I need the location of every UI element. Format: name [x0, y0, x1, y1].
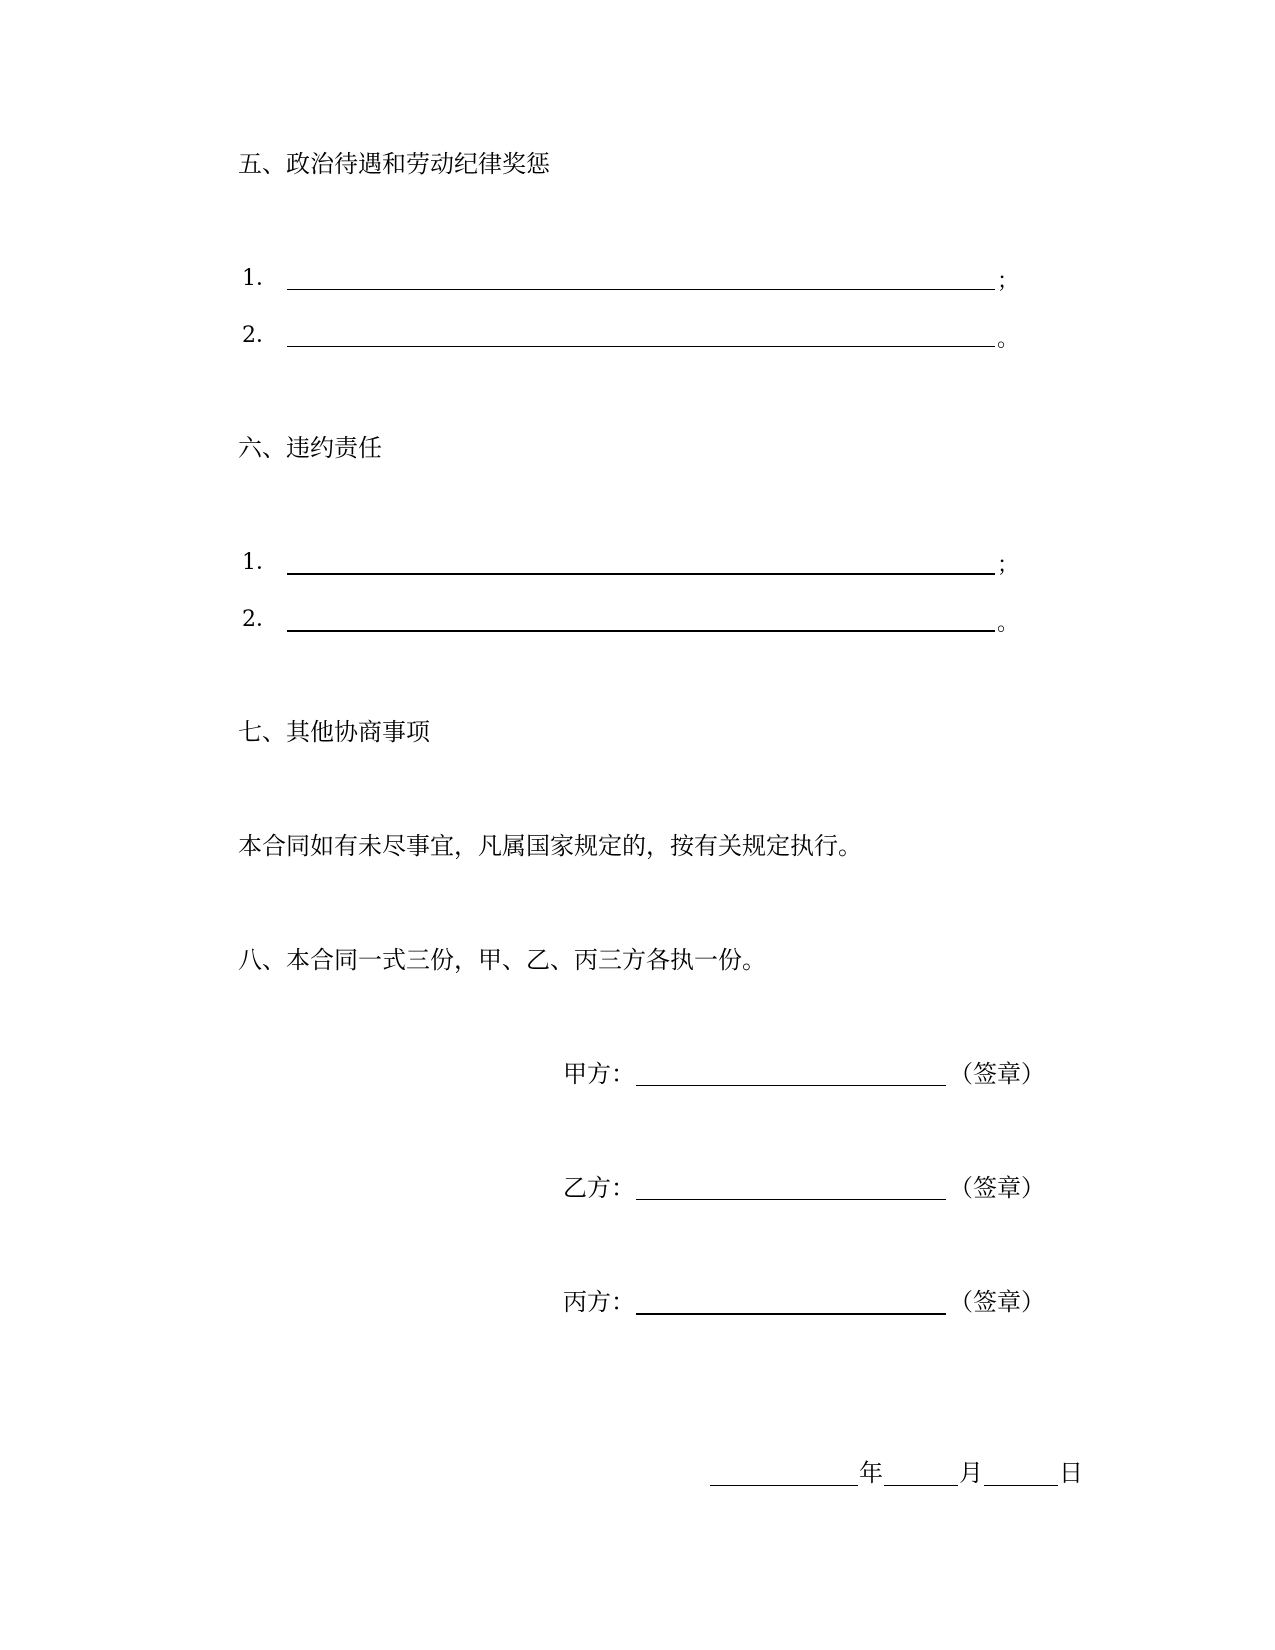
section-6-item-2-end: 。: [997, 611, 1020, 636]
section-7-body: 本合同如有未尽事宜，凡属国家规定的，按有关规定执行。: [238, 832, 862, 860]
section-6-item-2-blank[interactable]: [287, 630, 995, 632]
date-day-label: 日: [1059, 1459, 1083, 1487]
section-5-item-2-number: 2．: [242, 323, 278, 348]
section-8-heading: 八、本合同一式三份，甲、乙、丙三方各执一份。: [238, 946, 766, 974]
date-day-blank[interactable]: [984, 1485, 1058, 1486]
signature-party-b-label: 乙方：: [563, 1174, 635, 1202]
section-6-item-1-end: ；: [997, 553, 1020, 578]
section-6-item-2-number: 2．: [242, 607, 278, 632]
section-5-item-1-blank[interactable]: [287, 289, 995, 290]
section-7-heading: 七、其他协商事项: [238, 718, 430, 746]
signature-party-a-blank[interactable]: [636, 1085, 946, 1086]
signature-party-c-label: 丙方：: [563, 1288, 635, 1316]
section-5-item-2-blank[interactable]: [287, 346, 995, 347]
section-6-item-1-number: 1．: [242, 550, 278, 575]
section-5-item-1-number: 1．: [242, 266, 278, 291]
date-month-blank[interactable]: [884, 1485, 958, 1486]
section-5-item-2-end: 。: [997, 327, 1020, 352]
date-month-label: 月: [959, 1459, 983, 1487]
signature-party-c-blank[interactable]: [636, 1313, 946, 1315]
section-5-heading: 五、政治待遇和劳动纪律奖惩: [238, 150, 550, 178]
date-year-blank[interactable]: [710, 1485, 858, 1486]
signature-party-b-blank[interactable]: [636, 1199, 946, 1200]
section-6-item-1-blank[interactable]: [287, 573, 995, 575]
section-6-heading: 六、违约责任: [238, 434, 382, 462]
section-5-item-1-end: ；: [997, 269, 1020, 294]
signature-party-c-seal: （签章）: [949, 1288, 1045, 1316]
signature-party-a-label: 甲方：: [563, 1060, 635, 1088]
signature-party-b-seal: （签章）: [949, 1174, 1045, 1202]
signature-party-a-seal: （签章）: [949, 1060, 1045, 1088]
date-year-label: 年: [859, 1459, 883, 1487]
